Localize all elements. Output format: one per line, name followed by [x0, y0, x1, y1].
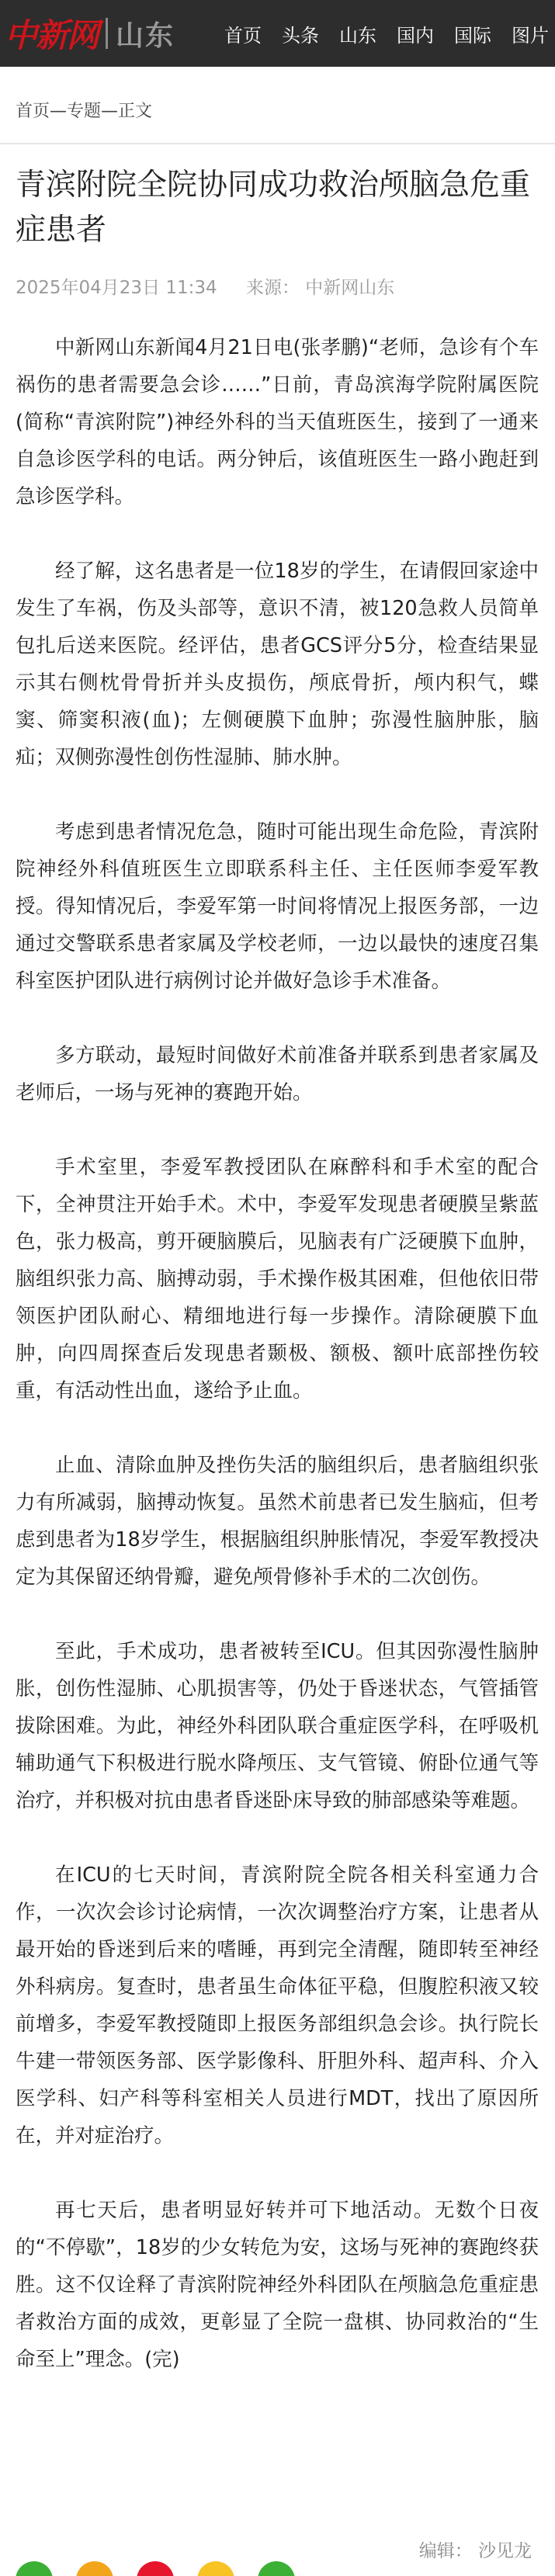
article-paragraph: 在ICU的七天时间，青滨附院全院各相关科室通力合作，一次次会诊讨论病情，一次次调整治疗方案，让患者从最开始的昏迷到后来的嗜睡，再到完全清醒，随即转至神经外科病房。复查时，患者虽生命体征平稳，但腹腔积液又较前增多，李爱军教授随即上报医务部组织急会诊。执行院长牛建一带领医务部、医学影像科、肝胆外科、超声科、介入医学科、妇产科等科室相关人员进行MDT，找出了原因所在，并对症治疗。 [16, 1864, 539, 2148]
article-paragraph: 经了解，这名患者是一位18岁的学生，在请假回家途中发生了车祸，伤及头部等，意识不清，被120急救人员简单包扎后送来医院。经评估，患者GCS评分5分，检查结果显示其右侧枕骨骨折并头皮损伤，颅底骨折，颅内积气，蝶窦、筛窦积液(血)；左侧硬膜下血肿；弥漫性脑肿胀，脑疝；双侧弥漫性创伤性湿肺、肺水肿。 [16, 560, 539, 769]
nav-home[interactable]: 首页 [224, 24, 262, 47]
article-title: 青滨附院全院协同成功救治颅脑急危重症患者 [16, 168, 531, 248]
weibo-icon[interactable] [137, 2561, 174, 2576]
nav-domestic[interactable]: 国内 [397, 24, 434, 47]
wechat-icon[interactable] [16, 2561, 53, 2576]
article-paragraph: 中新网山东新闻4月21日电(张孝鹏)“老师，急诊有个车祸伤的患者需要急会诊……”日前，青岛滨海学院附属医院(简称“青滨附院”)神经外科的当天值班医生，接到了一通来自急诊医学科的电话。两分钟后，该值班医生一路小跑赶到急诊医学科。 [16, 336, 539, 508]
editor-credit: 编辑： 沙见龙 [418, 2541, 532, 2561]
moments-icon[interactable] [76, 2561, 113, 2576]
article-paragraph: 止血、清除血肿及挫伤失活的脑组织后，患者脑组织张力有所减弱，脑搏动恢复。虽然术前患者已发生脑疝，但考虑到患者为18岁学生，根据脑组织肿胀情况，李爱军教授决定为其保留还纳骨瓣，避免颅骨修补手术的二次创伤。 [16, 1454, 539, 1589]
article-source: 来源： 中新网山东 [245, 278, 395, 298]
article-paragraph: 至此，手术成功，患者被转至ICU。但其因弥漫性脑肿胀，创伤性湿肺、心肌损害等，仍处于昏迷状态，气管插管拔除困难。为此，神经外科团队联合重症医学科，在呼吸机辅助通气下积极进行脱水降颅压、支气管镜、俯卧位通气等治疗，并积极对抗由患者昏迷卧床导致的肺部感染等难题。 [16, 1640, 539, 1812]
article-paragraph: 手术室里，李爱军教授团队在麻醉科和手术室的配合下，全神贯注开始手术。术中，李爱军发现患者硬膜呈紫蓝色，张力极高，剪开硬脑膜后，见脑表有广泛硬膜下血肿，脑组织张力高、脑搏动弱，手术操作极其困难，但他依旧带领医护团队耐心、精细地进行每一步操作。清除硬膜下血肿，向四周探查后发现患者颞极、额极、额叶底部挫伤较重，有活动性出血，遂给予止血。 [16, 1156, 539, 1402]
qzone-icon[interactable] [197, 2561, 234, 2576]
breadcrumb[interactable]: 首页—专题—正文 [16, 102, 153, 121]
article-body [16, 329, 539, 2415]
logo-divider [106, 18, 108, 49]
top-navigation-bar [0, 0, 555, 67]
article-meta [16, 273, 418, 299]
more-icon[interactable] [258, 2561, 295, 2576]
article-paragraph: 多方联动，最短时间做好术前准备并联系到患者家属及老师后，一场与死神的赛跑开始。 [16, 1044, 539, 1104]
publish-date: 2025年04月23日 11:34 [16, 278, 217, 298]
article-paragraph: 考虑到患者情况危急，随时可能出现生命危险，青滨附院神经外科值班医生立即联系科主任、主任医师李爱军教授。得知情况后，李爱军第一时间将情况上报医务部，一边通过交警联系患者家属及学校老师，一边以最快的速度召集科室医护团队进行病例讨论并做好急诊手术准备。 [16, 820, 539, 993]
logo-chinanews-text: 中新网 [5, 16, 99, 54]
logo-region-text: 山东 [116, 19, 175, 52]
nav-shandong[interactable]: 山东 [339, 24, 376, 47]
nav-pictures[interactable]: 图片 [512, 24, 549, 47]
breadcrumb-divider [0, 143, 555, 144]
share-buttons [16, 2561, 318, 2576]
main-nav [204, 0, 549, 67]
site-logo[interactable] [0, 8, 175, 59]
nav-international[interactable]: 国际 [454, 24, 491, 47]
nav-headlines[interactable]: 头条 [282, 24, 319, 47]
article-paragraph: 再七天后，患者明显好转并可下地活动。无数个日夜的“不停歇”，18岁的少女转危为安，这场与死神的赛跑终获胜。这不仅诠释了青滨附院神经外科团队在颅脑急危重症患者救治方面的成效，更彰显了全院一盘棋、协同救治的“生命至上”理念。(完) [16, 2199, 539, 2371]
